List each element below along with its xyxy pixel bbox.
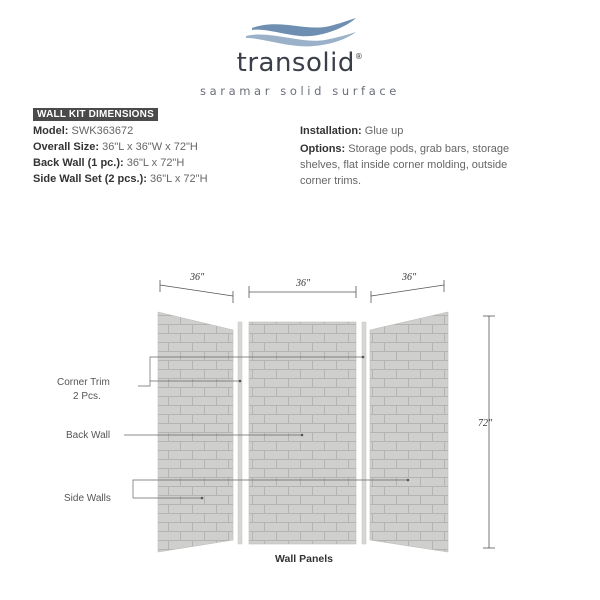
dimension-right — [371, 280, 444, 303]
left-side-wall — [158, 312, 233, 552]
dim-right-label: 36" — [402, 272, 417, 283]
callout-dot-back-wall — [301, 434, 304, 437]
dimension-left — [160, 280, 233, 303]
dimension-height — [483, 316, 495, 548]
callout-dot-side-left — [201, 497, 204, 500]
back-wall-panel — [249, 322, 356, 544]
spec-side-wall: Side Wall Set (2 pcs.): 36"L x 72"H — [33, 173, 208, 185]
spec-options: Options: Storage pods, grab bars, storage shelves, flat inside corner molding, outside corner trims. — [300, 143, 510, 187]
dim-center-label: 36" — [296, 278, 311, 289]
spec-back-wall: Back Wall (1 pc.): 36"L x 72"H — [33, 157, 185, 169]
dim-height-label: 72" — [478, 418, 493, 429]
dim-left-label: 36" — [190, 272, 205, 283]
callout-dot-trim-left — [239, 380, 242, 383]
label-back-wall: Back Wall — [66, 430, 111, 441]
brand-tagline: saramar solid surface — [200, 84, 400, 98]
diagram-caption: Wall Panels — [275, 553, 333, 565]
spec-overall-size: Overall Size: 36"L x 36"W x 72"H — [33, 141, 198, 153]
label-corner-trim-count: 2 Pcs. — [73, 391, 101, 402]
spec-model: Model: SWK363672 — [33, 125, 134, 137]
label-side-walls: Side Walls — [64, 493, 111, 504]
spec-installation: Installation: Glue up — [300, 125, 404, 137]
callout-dot-side-right — [407, 479, 410, 482]
right-side-wall — [370, 312, 448, 552]
left-corner-trim — [238, 322, 242, 544]
brand-name: transolid® — [236, 48, 364, 78]
callout-dot-trim-right — [362, 356, 365, 359]
right-corner-trim — [362, 322, 366, 544]
spec-title: WALL KIT DIMENSIONS — [33, 108, 158, 121]
label-corner-trim: Corner Trim — [57, 377, 110, 388]
